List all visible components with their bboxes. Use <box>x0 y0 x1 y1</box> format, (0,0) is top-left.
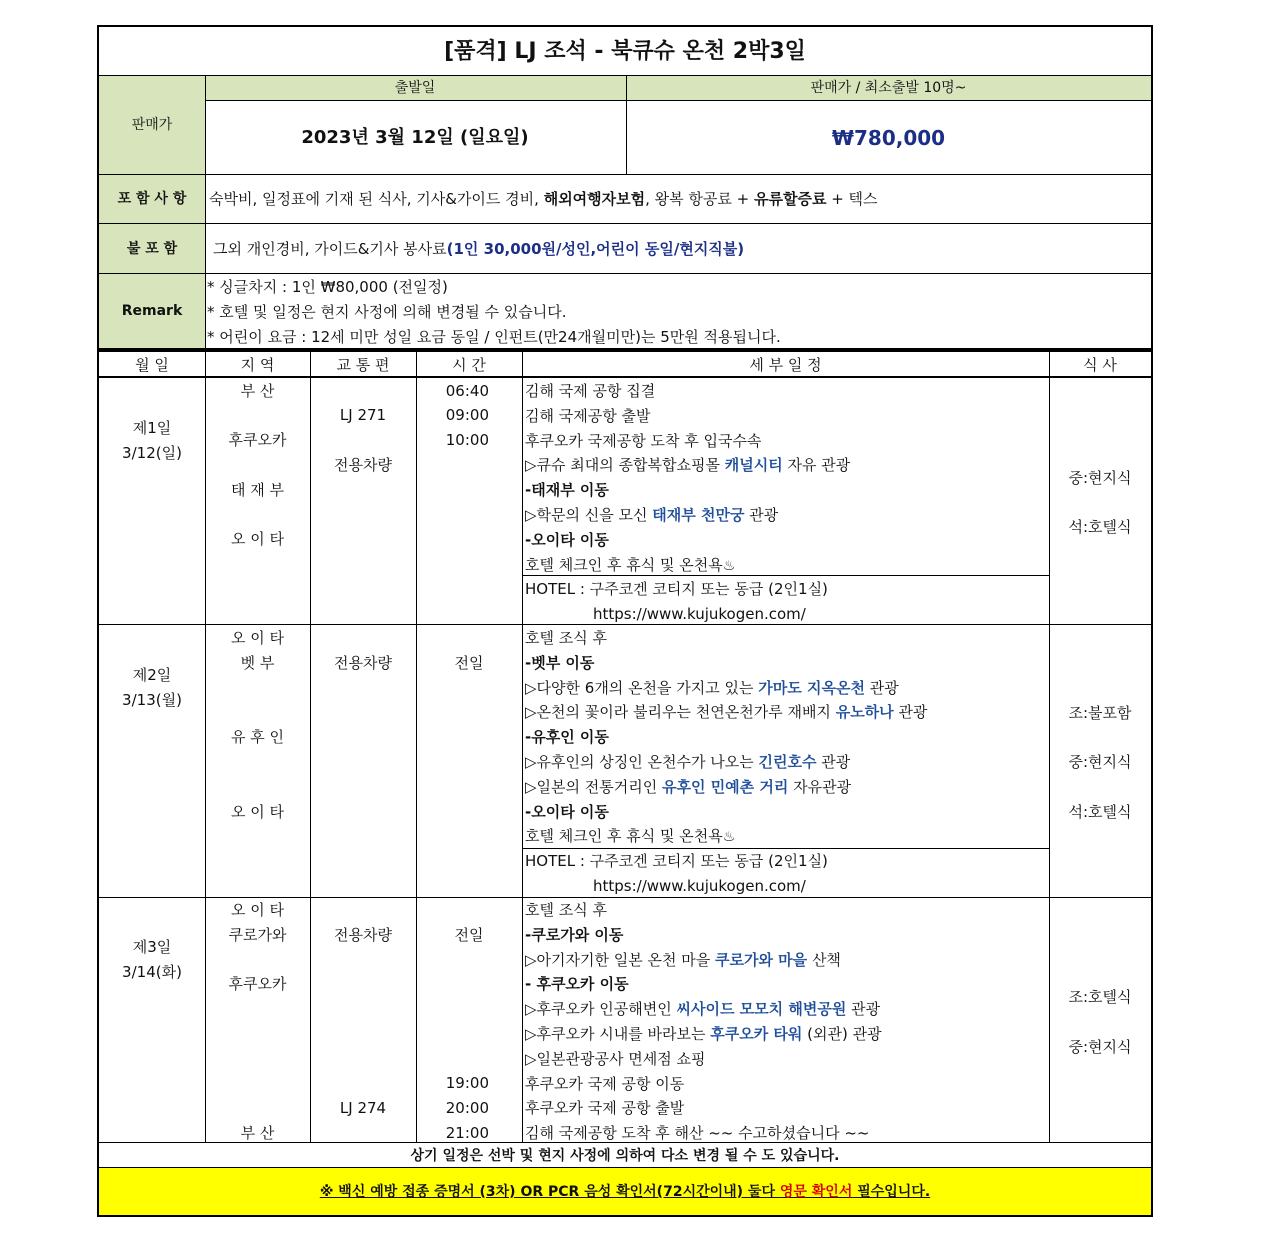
schedule-text: 관광 <box>816 753 851 771</box>
schedule-text: -유후인 이동 <box>525 728 609 747</box>
schedule-line <box>525 700 927 724</box>
region: 오 이 타 <box>230 901 284 919</box>
transport: 전용차량 <box>334 926 392 944</box>
schedule-text: 호텔 체크인 후 휴식 및 온천욕 <box>525 827 723 846</box>
schedule-line <box>525 898 607 922</box>
page-title: [품격] LJ 조석 - 북큐슈 온천 2박3일 <box>444 39 806 64</box>
transport: LJ 271 <box>339 406 387 424</box>
time: 06:40 <box>445 382 489 400</box>
schedule-text: 후쿠오카 국제 공항 출발 <box>525 1099 685 1118</box>
hotel-url: https://www.kujukogen.com/ <box>593 877 806 895</box>
schedule-text: ▷다양한 6개의 온천을 가지고 있는 <box>525 678 759 697</box>
time: 전일 <box>454 926 484 944</box>
schedule-text: 유후인 민예촌 거리 <box>662 777 789 796</box>
schedule-text: 씨사이드 모모치 해변공원 <box>676 1000 847 1019</box>
schedule-line <box>525 503 778 527</box>
col-header-day: 월 일 <box>135 356 169 374</box>
hot-spring-icon: ♨ <box>722 557 736 574</box>
schedule-text: ▷일본의 전통거리인 <box>525 777 662 796</box>
time: 21:00 <box>445 1124 489 1142</box>
schedule-text: 김해 국제공항 출발 <box>525 406 651 425</box>
time: 전일 <box>454 654 484 672</box>
schedule-text: -벳부 이동 <box>525 653 595 672</box>
included-text: 숙박비, 일정표에 기재 된 식사, 기사&가이드 경비, 해외여행자보험, 왕복 항공료 + 유류할증료 + 텍스 <box>209 190 878 208</box>
schedule-text: 호텔 체크인 후 휴식 및 온천욕 <box>525 555 723 574</box>
schedule-line <box>525 997 880 1021</box>
transport: LJ 274 <box>339 1099 387 1117</box>
departure-date: 2023년 3월 12일 (일요일) <box>301 127 529 148</box>
footer-notice: 상기 일정은 선박 및 현지 사정에 의하여 다소 변경 될 수 도 있습니다. <box>410 1148 840 1164</box>
schedule-text: 관광 <box>744 506 779 524</box>
schedule-text: ▷일본관광공사 면세점 쇼핑 <box>525 1049 706 1068</box>
remark-line: * 싱글차지 : 1인 ₩80,000 (전일정) <box>207 278 448 296</box>
meal: 중:현지식 <box>1068 469 1132 487</box>
schedule-text: -태재부 이동 <box>525 481 609 500</box>
schedule-text: -오이타 이동 <box>525 530 609 549</box>
schedule-text: 후쿠오카 타워 <box>710 1025 803 1043</box>
vaccine-notice: ※ 백신 예방 접종 증명서 (3차) OR PCR 음성 확인서(72시간이내) 둘다 영문 확인서 필수입니다. <box>319 1184 931 1200</box>
departure-header: 출발일 <box>394 80 436 96</box>
schedule-line <box>525 528 609 552</box>
price-value: ₩780,000 <box>831 126 946 150</box>
meal: 중:현지식 <box>1068 753 1132 771</box>
schedule-text: - 후쿠오카 이동 <box>525 975 629 994</box>
schedule-text: 산책 <box>807 950 841 969</box>
day-date: 3/12(일) <box>122 444 182 462</box>
included-label: 포 함 사 항 <box>117 191 187 207</box>
schedule-text: 김해 국제공항 도착 후 해산 ~~ 수고하셨습니다 ~~ <box>525 1124 870 1143</box>
schedule-line <box>525 972 629 996</box>
region: 태 재 부 <box>230 481 284 499</box>
meal: 조:호텔식 <box>1068 988 1132 1006</box>
col-header-detail: 세 부 일 정 <box>749 356 822 374</box>
region: 유 후 인 <box>230 728 284 746</box>
schedule-text: 태재부 천만궁 <box>652 506 745 524</box>
schedule-line <box>525 1072 684 1096</box>
itinerary-sheet <box>97 25 1153 1217</box>
schedule-text: 김해 국제 공항 집결 <box>525 382 656 400</box>
schedule-line <box>525 1022 882 1046</box>
schedule-text: ▷아기자기한 일본 온천 마을 <box>525 950 715 969</box>
schedule-line <box>525 651 594 675</box>
hotel-info: HOTEL : 구주코겐 코티지 또는 동급 (2인1실) <box>525 580 828 598</box>
region: 오 이 타 <box>230 530 284 548</box>
schedule-text: 캐널시티 <box>724 456 783 475</box>
hotel-url: https://www.kujukogen.com/ <box>593 605 806 623</box>
excluded-label: 불 포 함 <box>126 241 178 257</box>
schedule-text: 후쿠오카 국제 공항 이동 <box>525 1074 685 1093</box>
meal: 조:불포함 <box>1068 704 1132 722</box>
schedule-text: 가마도 지옥온천 <box>758 678 865 697</box>
region: 오 이 타 <box>230 629 284 647</box>
transport: 전용차량 <box>334 654 392 672</box>
region: 벳 부 <box>240 654 275 672</box>
schedule-text: 자유 관광 <box>782 456 851 475</box>
schedule-line <box>525 676 899 700</box>
meal: 석:호텔식 <box>1068 518 1132 536</box>
schedule-line <box>525 948 841 972</box>
schedule-text: (외관) 관광 <box>802 1025 882 1043</box>
excluded-text: 그외 개인경비, 가이드&기사 봉사료(1인 30,000원/성인,어린이 동일/현지직불) <box>213 240 745 258</box>
schedule-text: 쿠로가와 마을 <box>715 950 808 969</box>
schedule-text: 관광 <box>893 703 928 722</box>
schedule-line <box>525 404 650 428</box>
time: 09:00 <box>445 406 489 424</box>
schedule-line <box>525 725 609 749</box>
schedule-text: 유노하나 <box>835 703 894 722</box>
schedule-text: ▷학문의 신을 모신 <box>525 506 653 524</box>
schedule-text: 관광 <box>864 678 899 697</box>
time: 20:00 <box>445 1099 489 1117</box>
remark-line: * 어린이 요금 : 12세 미만 성일 요금 동일 / 인펀트(만24개월미만)는 5만원 적용됩니다. <box>207 328 781 346</box>
day-label: 제3일 <box>132 938 172 956</box>
day-date: 3/13(월) <box>122 691 182 709</box>
hot-spring-icon: ♨ <box>722 829 736 846</box>
schedule-line <box>525 824 735 849</box>
schedule-text: 후쿠오카 국제공항 도착 후 입국수속 <box>525 431 762 450</box>
day-label: 제2일 <box>132 666 172 684</box>
meal: 중:현지식 <box>1068 1038 1132 1056</box>
col-header-transport: 교 통 편 <box>336 356 390 374</box>
schedule-line <box>525 800 609 824</box>
schedule-line <box>525 750 850 774</box>
schedule-line <box>525 453 850 477</box>
schedule-text: ▷큐슈 최대의 종합복합쇼핑몰 <box>525 456 725 475</box>
schedule-line <box>525 1047 705 1071</box>
schedule-line <box>525 553 735 578</box>
schedule-line <box>525 1096 684 1120</box>
schedule-text: 자유관광 <box>788 777 852 796</box>
time: 10:00 <box>445 431 489 449</box>
schedule-text: 호텔 조식 후 <box>525 901 607 919</box>
schedule-text: 관광 <box>846 1000 881 1019</box>
region: 부 산 <box>240 382 275 400</box>
schedule-text: ▷유후인의 상징인 온천수가 나오는 <box>525 753 759 771</box>
schedule-line <box>525 923 623 947</box>
region: 후쿠오카 <box>228 431 287 449</box>
region: 부 산 <box>240 1124 275 1142</box>
schedule-text: ▷후쿠오카 인공해변인 <box>525 1000 677 1019</box>
schedule-line <box>525 478 609 502</box>
price-label: 판매가 <box>131 117 173 133</box>
region: 오 이 타 <box>230 803 284 821</box>
col-header-region: 지 역 <box>240 356 275 374</box>
time: 19:00 <box>445 1074 489 1092</box>
remark-label: Remark <box>121 303 183 319</box>
schedule-line <box>525 775 851 799</box>
schedule-text: 긴린호수 <box>758 753 817 771</box>
schedule-text: 호텔 조식 후 <box>525 629 607 647</box>
day-label: 제1일 <box>132 419 172 437</box>
region: 후쿠오카 <box>228 975 287 993</box>
schedule-text: ▷후쿠오카 시내를 바라보는 <box>525 1025 711 1043</box>
col-header-meal: 식 사 <box>1083 356 1117 374</box>
meal: 석:호텔식 <box>1068 803 1132 821</box>
schedule-line <box>525 379 655 403</box>
col-header-time: 시 간 <box>452 356 486 374</box>
remark-line: * 호텔 및 일정은 현지 사정에 의해 변경될 수 있습니다. <box>207 303 567 321</box>
schedule-text: -쿠로가와 이동 <box>525 925 624 944</box>
price-header: 판매가 / 최소출발 10명~ <box>810 80 967 96</box>
schedule-line <box>525 626 607 650</box>
day-date: 3/14(화) <box>122 963 182 981</box>
region: 쿠로가와 <box>228 926 287 944</box>
schedule-line <box>525 429 761 453</box>
transport: 전용차량 <box>334 456 392 474</box>
schedule-text: ▷온천의 꽃이라 불리우는 천연온천가루 재배지 <box>525 703 836 722</box>
schedule-text: -오이타 이동 <box>525 802 609 821</box>
hotel-info: HOTEL : 구주코겐 코티지 또는 동급 (2인1실) <box>525 852 828 870</box>
